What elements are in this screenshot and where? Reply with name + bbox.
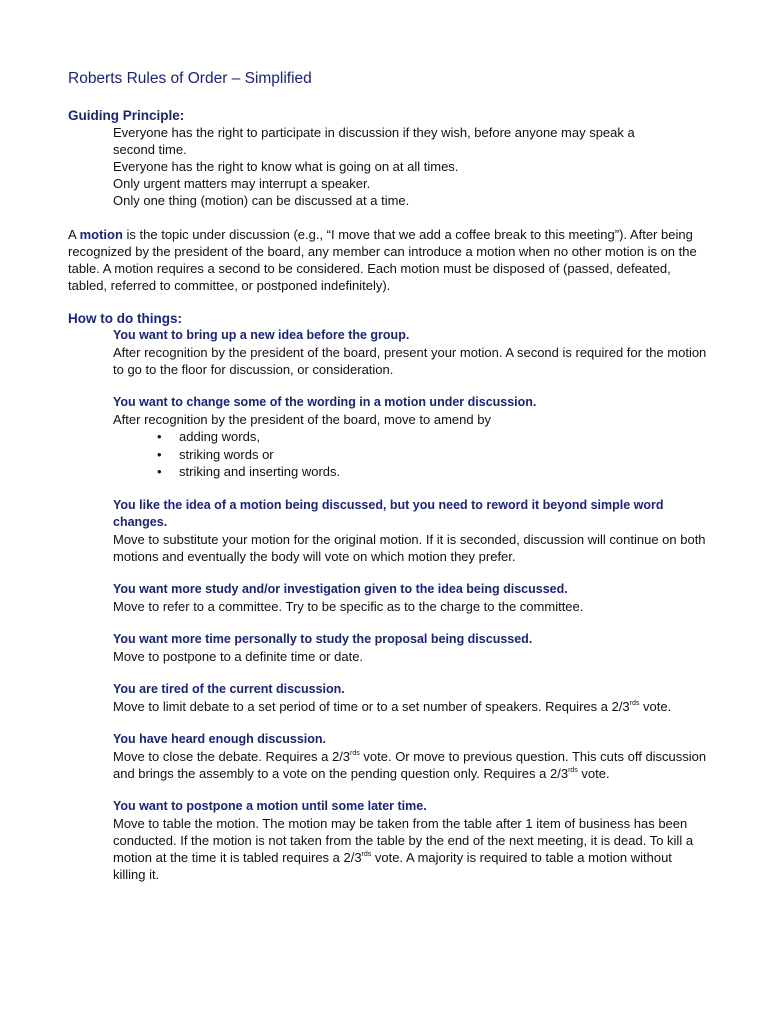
- how-to-item: [113, 581, 708, 615]
- principle-line: Only urgent matters may interrupt a speaker.: [113, 176, 371, 191]
- item-body: Move to postpone to a definite time or date.: [113, 648, 364, 664]
- list-item: • striking and inserting words.: [157, 463, 708, 481]
- guiding-principle-heading: Guiding Principle:: [68, 108, 185, 123]
- item-title: You want to change some of the wording in a motion under discussion.: [113, 395, 537, 409]
- item-body: After recognition by the president of the board, present your motion. A second is required for the motion to go to the floor for discussion, or consideration.: [113, 345, 707, 377]
- item-title: You are tired of the current discussion.: [113, 681, 345, 696]
- motion-prefix: A: [68, 227, 80, 242]
- how-to-items: [113, 327, 708, 883]
- guiding-principle-section: [68, 108, 708, 209]
- superscript: rds: [350, 749, 360, 757]
- motion-definition: [68, 226, 708, 294]
- motion-definition-text: is the topic under discussion (e.g., “I move that we add a coffee break to this meeting”). After being recognized by the president of the board, any member can introduce a motion when no other motion is on the table. A motion requires a second to be considered. Each motion must be disposed of (passed, defeated, tabled, referred to committee, or postponed indefinitely).: [68, 227, 697, 293]
- superscript: rds: [629, 699, 640, 707]
- item-title: You want more study and/or investigation given to the idea being discussed.: [113, 581, 568, 596]
- motion-term: motion: [79, 227, 123, 242]
- body-text: Move to close the debate. Requires a 2/3: [113, 748, 351, 764]
- body-text: vote.: [577, 765, 610, 781]
- item-title: You have heard enough discussion.: [113, 731, 327, 746]
- how-to-item: [113, 798, 708, 883]
- item-title: You want to bring up a new idea before the group.: [113, 328, 410, 342]
- body-text: Move to limit debate to a set period of time or to a set number of speakers. Requires a 2/3: [113, 698, 630, 714]
- item-body: After recognition by the president of the board, move to amend by: [113, 412, 491, 427]
- superscript: rds: [361, 850, 372, 858]
- list-item: • striking words or: [157, 446, 708, 464]
- list-item: • adding words,: [157, 428, 708, 446]
- how-to-item: [113, 631, 708, 665]
- body-text: vote. Or move to previous question. This cuts off discussion and brings the assembly to a vote on the pending question only. Requires a 2/3: [113, 748, 707, 781]
- amend-options-list: [113, 428, 708, 481]
- document-title: Roberts Rules of Order – Simplified: [68, 70, 312, 87]
- principle-line: second time.: [113, 142, 187, 157]
- how-to-section: [68, 311, 708, 883]
- principle-line: Only one thing (motion) can be discussed at a time.: [113, 193, 410, 208]
- item-title: You want to postpone a motion until some later time.: [113, 798, 427, 813]
- how-to-item: [113, 394, 708, 481]
- item-title: You want more time personally to study the proposal being discussed.: [113, 631, 533, 646]
- item-body: [113, 748, 708, 782]
- superscript: rds: [568, 766, 578, 774]
- principle-line: Everyone has the right to participate in discussion if they wish, before anyone may speak a: [113, 125, 635, 140]
- how-to-item: [113, 497, 708, 565]
- how-to-item: [113, 731, 708, 782]
- item-body: [113, 815, 708, 883]
- body-text: vote. A majority is required to table a motion without killing it.: [113, 849, 672, 882]
- how-to-heading: How to do things:: [68, 311, 182, 326]
- item-body: [113, 698, 708, 715]
- principle-line: Everyone has the right to know what is going on at all times.: [113, 159, 459, 174]
- item-title: You like the idea of a motion being discussed, but you need to reword it beyond simple word changes.: [113, 497, 664, 529]
- body-text: vote.: [639, 698, 672, 714]
- guiding-principle-lines: [113, 124, 708, 209]
- body-text: Move to table the motion. The motion may be taken from the table after 1 item of business has been conducted. If the motion is not taken from the table by the end of the next meeting, it is dead. To kill a motion at the time it is tabled requires a 2/3: [113, 815, 694, 865]
- item-body: Move to substitute your motion for the original motion. If it is seconded, discussion will continue on both motions and eventually the body will vote on which motion they prefer.: [113, 531, 706, 564]
- item-body: Move to refer to a committee. Try to be specific as to the charge to the committee.: [113, 598, 584, 614]
- how-to-item: [113, 681, 708, 715]
- how-to-item: [113, 327, 708, 378]
